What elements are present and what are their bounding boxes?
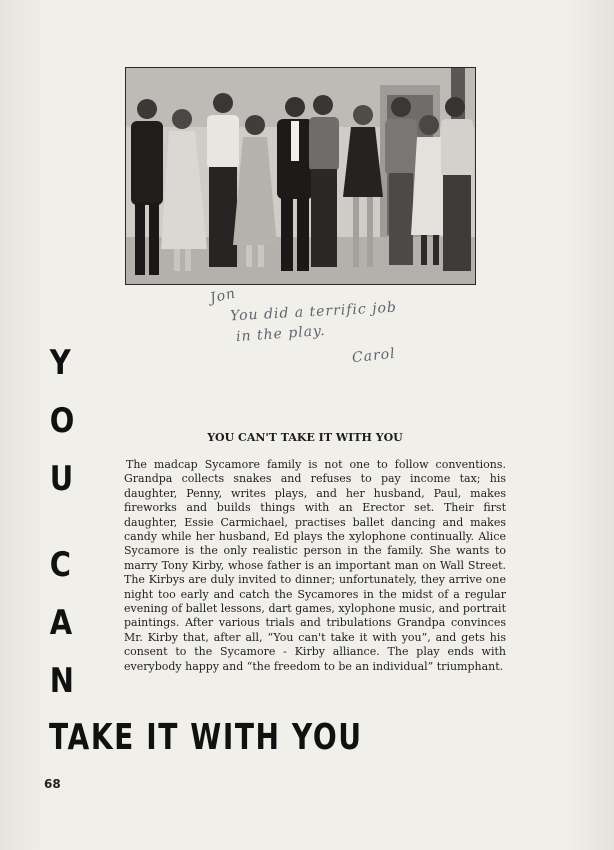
article-body: The madcap Sycamore family is not one to follow conventions. Grandpa collects snakes and refuses to pay income tax; his daughter, Penny, writes plays, and her husband, Paul, makes fireworks and builds things with an Erector set. Their first daughter, Essie Carmichael, practises ballet dancing and makes candy while her husband, Ed plays the xylophone continually. Alice Sycamore is the only realistic person in the family. She wants to marry Tony Kirby, whose father is an important man on Wall Street. The Kirbys are duly invited to dinner; unfortunately, they arrive one night too early and catch the Sycamores in the midst of a regular evening of ballet lessons, dart games, xylophone music, and portrait paintings. After various trials and tribulations Grandpa convinces Mr. Kirby that, after all, “You can't take it with you”, and gets his consent to the Sycamore - Kirby alliance. The play ends with everybody happy and “the freedom to be an individual” triumphant. — [124, 458, 506, 673]
page-number: 68 — [44, 777, 61, 791]
side-title-letter: C — [49, 545, 72, 585]
inscription-line: in the play. — [235, 322, 327, 346]
signature: Carol — [351, 345, 397, 367]
inscription-line: You did a terrific job — [229, 299, 398, 325]
side-title-letter: Y — [49, 343, 71, 383]
side-title-letter: O — [49, 401, 75, 441]
cast-figures — [131, 93, 473, 275]
side-title-letter: U — [49, 459, 74, 499]
side-title-letter: A — [49, 603, 73, 643]
side-title-letter: N — [49, 661, 74, 701]
handwritten-inscription — [200, 285, 480, 378]
article-title: YOU CAN'T TAKE IT WITH YOU — [207, 431, 403, 444]
cast-photo — [125, 67, 476, 285]
side-title-tagline: TAKE IT WITH YOU — [49, 717, 363, 758]
inscription-line: Jon — [208, 285, 238, 307]
